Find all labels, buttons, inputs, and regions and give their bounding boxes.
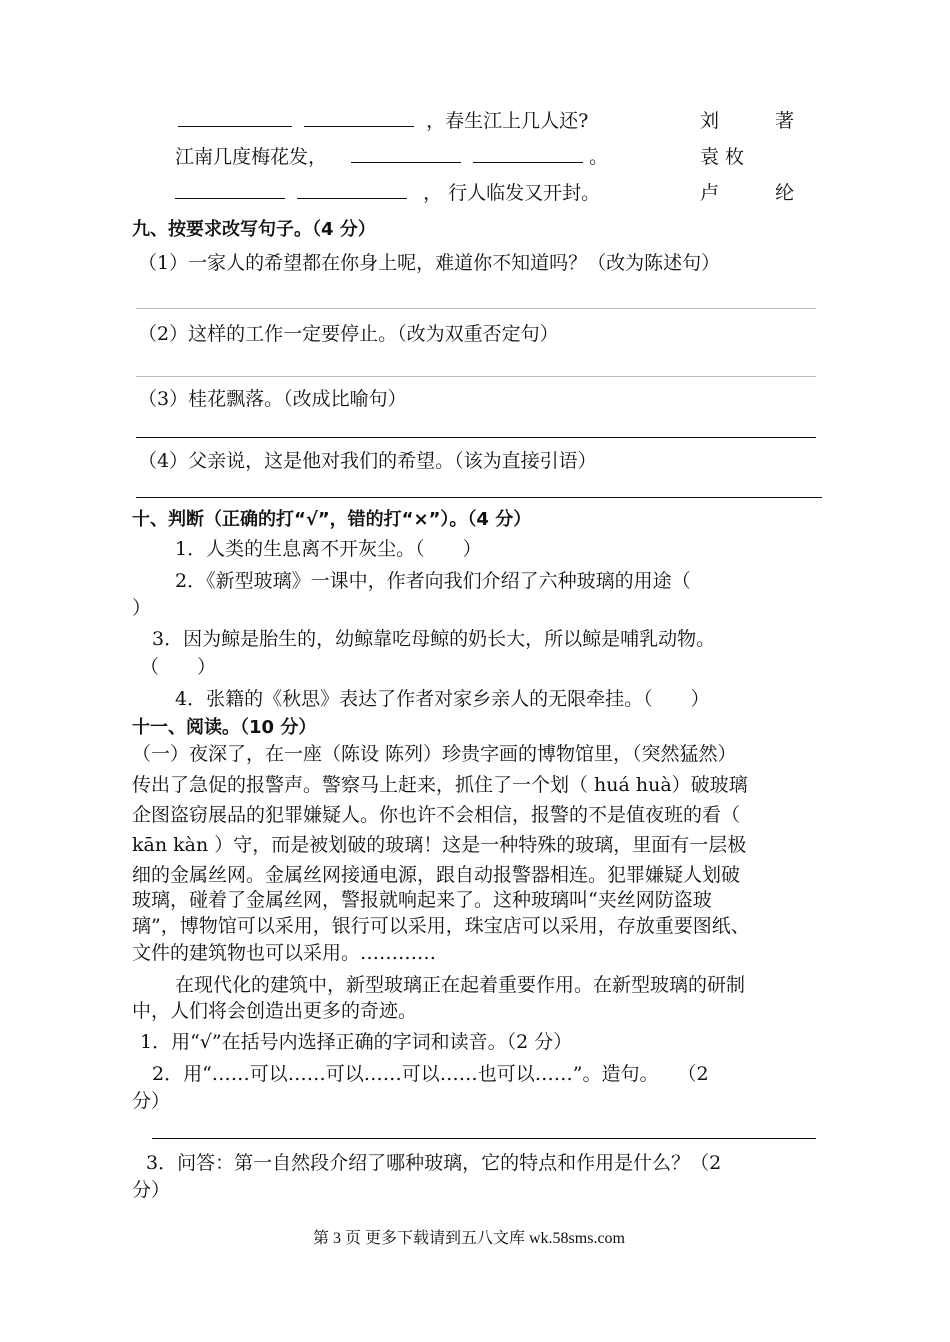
s10-question-1: 1．人类的生息离不开灰尘。（ ） [175,538,482,560]
answer-blank[interactable] [178,108,292,127]
s10-question-2: 2．《新型玻璃》一课中，作者向我们介绍了六种玻璃的用途（ [175,570,691,592]
reading-passage-line: 企图盗窃展品的犯罪嫌疑人。你也许不会相信，报警的不是值夜班的看（ [132,804,741,826]
reading-passage-line: 细的金属丝网。金属丝网接通电源，跟自动报警器相连。犯罪嫌疑人划破 [132,864,741,886]
s10-question-3-cont: （ ） [140,656,217,678]
s11-question-1: 1．用“√”在括号内选择正确的字词和读音。（2 分） [140,1031,573,1053]
s10-question-2-cont: ） [132,597,152,619]
author-char: 著 [775,110,795,132]
reading-passage-line: 玻璃，碰着了金属丝网，警报就响起来了。这种玻璃叫“夹丝网防盗玻 [132,889,712,911]
section-11-title: 十一、阅读。（10 分） [132,717,317,738]
author-char: 纶 [775,182,795,204]
poem-line-1 [178,108,588,134]
author-char: 卢 [700,182,720,204]
answer-blank[interactable] [351,144,461,163]
s10-question-3: 3．因为鲸是胎生的，幼鲸靠吃母鲸的奶长大，所以鲸是哺乳动物。 [152,628,716,650]
author-char: 刘 [700,110,720,132]
s11-question-3-cont: 分） [132,1179,171,1201]
poem-author-1 [700,108,794,134]
poem-author-3 [700,180,794,206]
s11-question-2-cont: 分） [132,1090,171,1112]
section-10-title: 十、判断（正确的打“√”，错的打“×”）。（4 分） [132,509,532,530]
s11-question-2: 2．用“……可以……可以……可以……也可以……”。造句。 （2 [152,1063,709,1085]
answer-line[interactable] [136,437,816,438]
s9-question-3: （3）桂花飘落。（改成比喻句） [138,388,407,410]
answer-line[interactable] [152,1138,816,1139]
s9-question-1: （1）一家人的希望都在你身上呢，难道你不知道吗？（改为陈述句） [138,252,721,274]
answer-blank[interactable] [473,144,583,163]
poem-line-3-text: ， 行人临发又开封。 [423,182,601,204]
page-footer: 第 3 页 更多下载请到五八文库 wk.58sms.com [313,1230,626,1247]
answer-blank[interactable] [304,108,414,127]
poem-author-2: 袁 枚 [700,146,745,168]
s10-question-4: 4．张籍的《秋思》表达了作者对家乡亲人的无限牵挂。（ ） [175,688,710,710]
answer-blank[interactable] [175,180,285,199]
answer-line[interactable] [136,308,816,309]
answer-blank[interactable] [297,180,407,199]
s9-question-4: （4）父亲说，这是他对我们的希望。（该为直接引语） [138,450,597,472]
poem-line-1-text: ，春生江上几人还? [426,110,589,132]
reading-paragraph-2: 在现代化的建筑中，新型玻璃正在起着重要作用。在新型玻璃的研制 [175,974,746,996]
section-9-title: 九、按要求改写句子。（4 分） [132,219,376,240]
reading-passage-line: 璃”，博物馆可以采用，银行可以采用，珠宝店可以采用，存放重要图纸、 [132,915,750,937]
reading-paragraph-2-cont: 中，人们将会创造出更多的奇迹。 [132,1000,418,1022]
poem-line-2-end: 。 [589,146,609,168]
reading-passage-line: （一）夜深了，在一座（陈设 陈列）珍贵字画的博物馆里，（突然猛然） [132,743,737,765]
answer-line[interactable] [136,376,816,377]
s11-question-3: 3．问答：第一自然段介绍了哪种玻璃，它的特点和作用是什么？（2 [146,1152,722,1174]
reading-passage-line: kān kàn ）守，而是被划破的玻璃！这是一种特殊的玻璃，里面有一层极 [132,834,747,856]
reading-passage-line: 传出了急促的报警声。警察马上赶来，抓住了一个划（ huá huà）破玻璃 [132,774,748,796]
answer-line[interactable] [136,497,822,498]
poem-line-3 [175,180,600,206]
reading-passage-line: 文件的建筑物也可以采用。………… [132,942,437,964]
poem-line-2 [175,144,608,170]
poem-line-2-text: 江南几度梅花发， [175,146,328,168]
s9-question-2: （2）这样的工作一定要停止。（改为双重否定句） [138,323,559,345]
